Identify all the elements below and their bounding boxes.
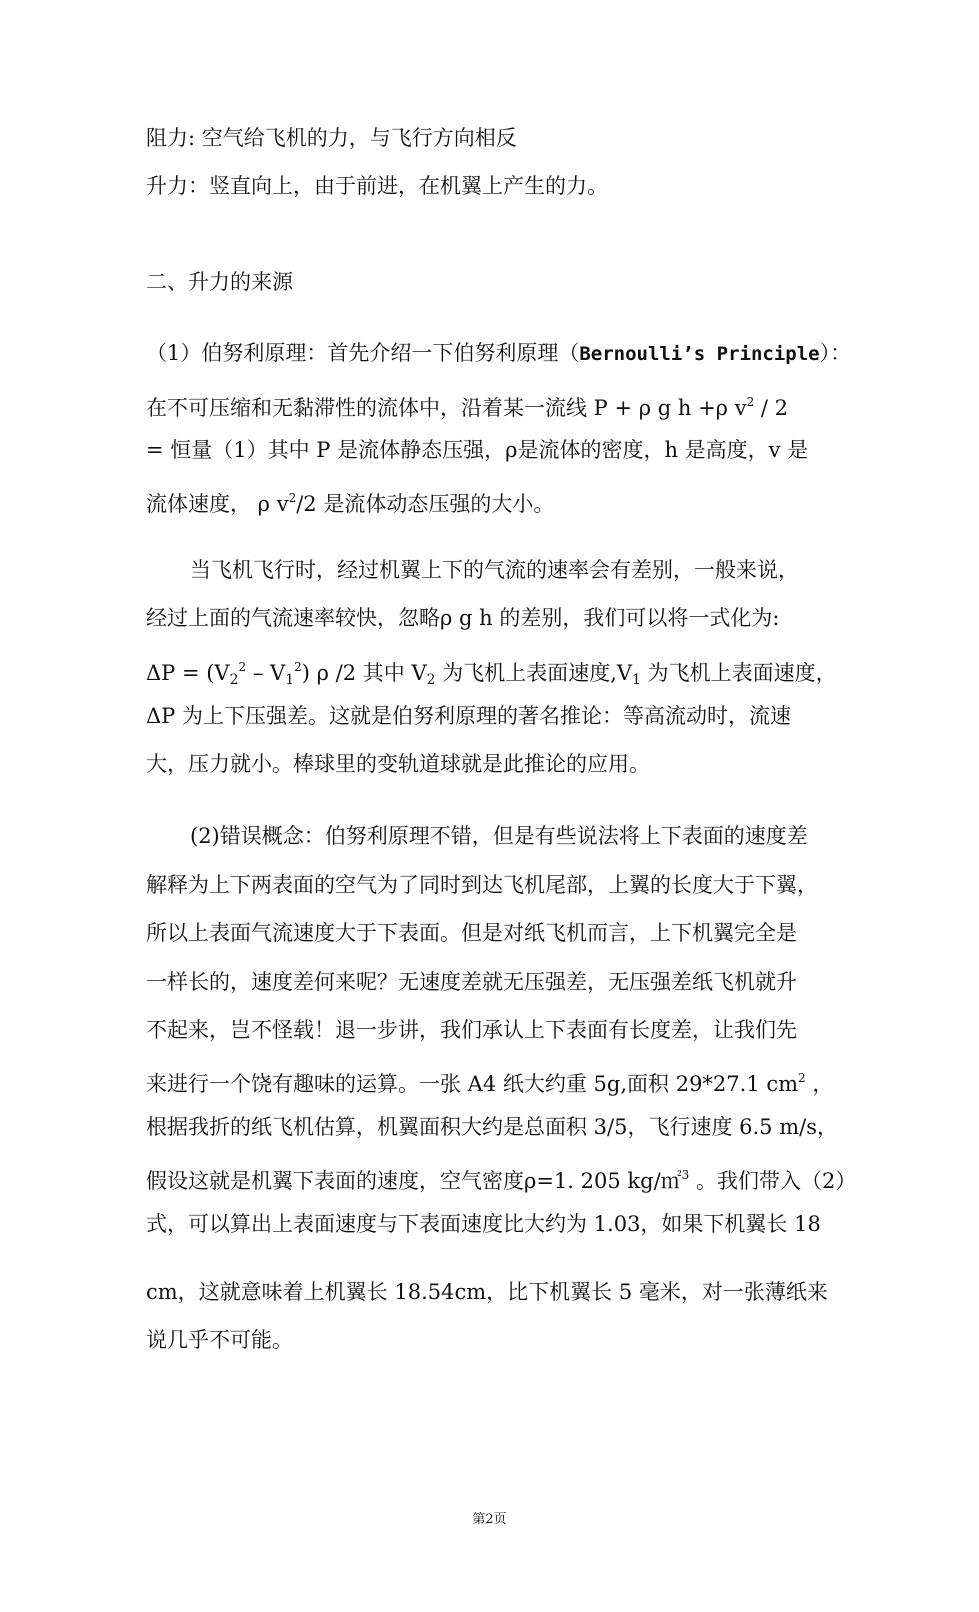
paragraph-2-line-1: 当飞机飞行时，经过机翼上下的气流的速率会有差别，一般来说， xyxy=(190,558,799,582)
text-run: – V xyxy=(246,661,286,685)
paragraph-3-line-4: 一样长的，速度差何来呢？无速度差就无压强差，无压强差纸飞机就升 xyxy=(146,970,797,994)
superscript: 2 xyxy=(288,491,297,505)
text-run: ΔP = (V xyxy=(146,661,230,685)
superscript: 3 xyxy=(681,1168,690,1182)
text-run: 流体速度， ρ v xyxy=(146,492,289,516)
paragraph-3-line-10: cm，这就意味着上机翼长 18.54cm，比下机翼长 5 毫米，对一张薄纸来 xyxy=(146,1280,828,1304)
subscript: 1 xyxy=(632,672,641,688)
section-heading: 二、升力的来源 xyxy=(146,270,293,294)
subscript: 2 xyxy=(229,672,239,688)
text-run: / 2 xyxy=(754,396,789,420)
paragraph-2-line-5: 大，压力就小。棒球里的变轨道球就是此推论的应用。 xyxy=(146,752,650,776)
superscript: 2 xyxy=(798,1071,806,1085)
text-run: 来进行一个饶有趣味的运算。一张 A4 纸大约重 5g,面积 29*27.1 cm xyxy=(146,1072,799,1096)
paragraph-3-line-7: 根据我折的纸飞机估算，机翼面积大约是总面积 3/5，飞行速度 6.5 m/s， xyxy=(146,1115,838,1139)
subscript: 2 xyxy=(426,672,436,688)
paragraph-3-line-6 xyxy=(146,1064,833,1098)
superscript: 2 xyxy=(294,660,302,674)
paragraph-1-line-2 xyxy=(146,388,788,422)
paragraph-3-line-11: 说几乎不可能。 xyxy=(146,1328,293,1352)
english-term: Bernoulli’s Principle xyxy=(579,343,820,365)
paragraph-1-line-3: = 恒量（1）其中 P 是流体静态压强，ρ是流体的密度，h 是高度，v 是 xyxy=(146,438,809,462)
paragraph-3-line-5: 不起来，岂不怪载！退一步讲，我们承认上下表面有长度差，让我们先 xyxy=(146,1018,797,1042)
paragraph-3-line-1: (2)错误概念：伯努利原理不错，但是有些说法将上下表面的速度差 xyxy=(190,824,808,848)
superscript: 2 xyxy=(238,660,247,674)
page-number: 第2页 xyxy=(472,1512,507,1527)
lift-definition: 升力：竖直向上，由于前进，在机翼上产生的力。 xyxy=(146,174,608,198)
text-run: 为飞机上表面速度， xyxy=(640,661,837,685)
paragraph-2-line-3 xyxy=(146,653,837,694)
text-run: 在不可压缩和无黏滞性的流体中，沿着某一流线 P + ρ g h +ρ v xyxy=(146,396,747,420)
text-run: ）： xyxy=(819,341,852,365)
text-run: ) ρ /2 其中 V xyxy=(301,661,427,685)
paragraph-1-line-1 xyxy=(146,339,851,368)
paragraph-2-line-4: ΔP 为上下压强差。这就是伯努利原理的著名推论：等高流动时，流速 xyxy=(146,704,791,728)
superscript: 2 xyxy=(746,395,755,409)
text-run: ， xyxy=(805,1072,834,1096)
text-run: 假设这就是机翼下表面的速度，空气密度ρ=1. 205 kg/㎡ xyxy=(146,1169,682,1193)
paragraph-1-line-4 xyxy=(146,484,554,518)
paragraph-3-line-8 xyxy=(146,1161,856,1195)
text-run: （1）伯努利原理：首先介绍一下伯努利原理（ xyxy=(146,341,580,365)
paragraph-2-line-2: 经过上面的气流速率较快，忽略ρ g h 的差别，我们可以将一式化为: xyxy=(146,606,780,630)
subscript: 1 xyxy=(285,672,295,688)
paragraph-3-line-9: 式，可以算出上表面速度与下表面速度比大约为 1.03，如果下机翼长 18 xyxy=(146,1212,821,1236)
text-run: 为飞机上表面速度,V xyxy=(435,661,633,685)
paragraph-3-line-3: 所以上表面气流速度大于下表面。但是对纸飞机而言，上下机翼完全是 xyxy=(146,921,797,945)
drag-definition: 阻力: 空气给飞机的力，与飞行方向相反 xyxy=(146,126,517,150)
text-run: 。我们带入（2） xyxy=(689,1169,857,1193)
text-run: /2 是流体动态压强的大小。 xyxy=(296,492,555,516)
paragraph-3-line-2: 解释为上下两表面的空气为了同时到达飞机尾部，上翼的长度大于下翼， xyxy=(146,873,818,897)
